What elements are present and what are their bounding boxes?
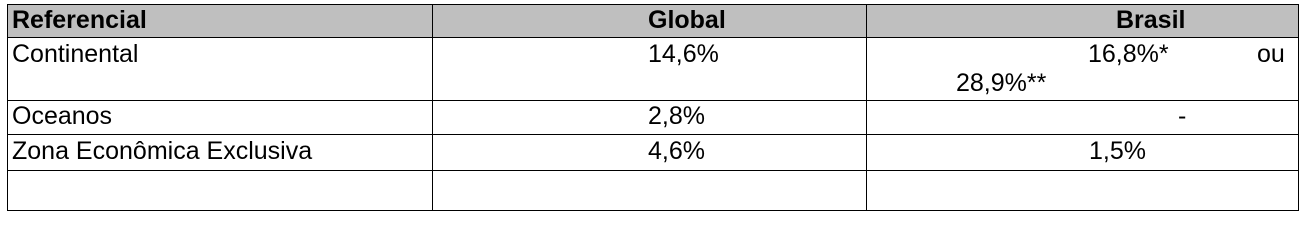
header-global: Global	[648, 6, 726, 34]
cell-global: 4,6%	[648, 137, 705, 165]
column-divider	[866, 5, 867, 210]
header-brasil: Brasil	[1116, 6, 1186, 34]
cell-referencial: Zona Econômica Exclusiva	[12, 137, 313, 165]
cell-brasil: -	[1178, 102, 1187, 130]
column-divider	[432, 5, 433, 210]
cell-referencial: Continental	[12, 40, 139, 68]
row-divider	[8, 100, 1298, 101]
cell-brasil-alt: 28,9%**	[956, 69, 1047, 97]
cell-global: 2,8%	[648, 102, 705, 130]
cell-brasil-or: ou	[1257, 40, 1285, 68]
row-divider	[8, 170, 1298, 171]
data-table	[7, 4, 1299, 211]
cell-global: 14,6%	[648, 40, 719, 68]
cell-brasil: 16,8%*	[1088, 40, 1169, 68]
cell-brasil: 1,5%	[1089, 137, 1146, 165]
cell-referencial: Oceanos	[12, 102, 113, 130]
row-divider	[8, 134, 1298, 135]
header-referencial: Referencial	[12, 6, 147, 34]
